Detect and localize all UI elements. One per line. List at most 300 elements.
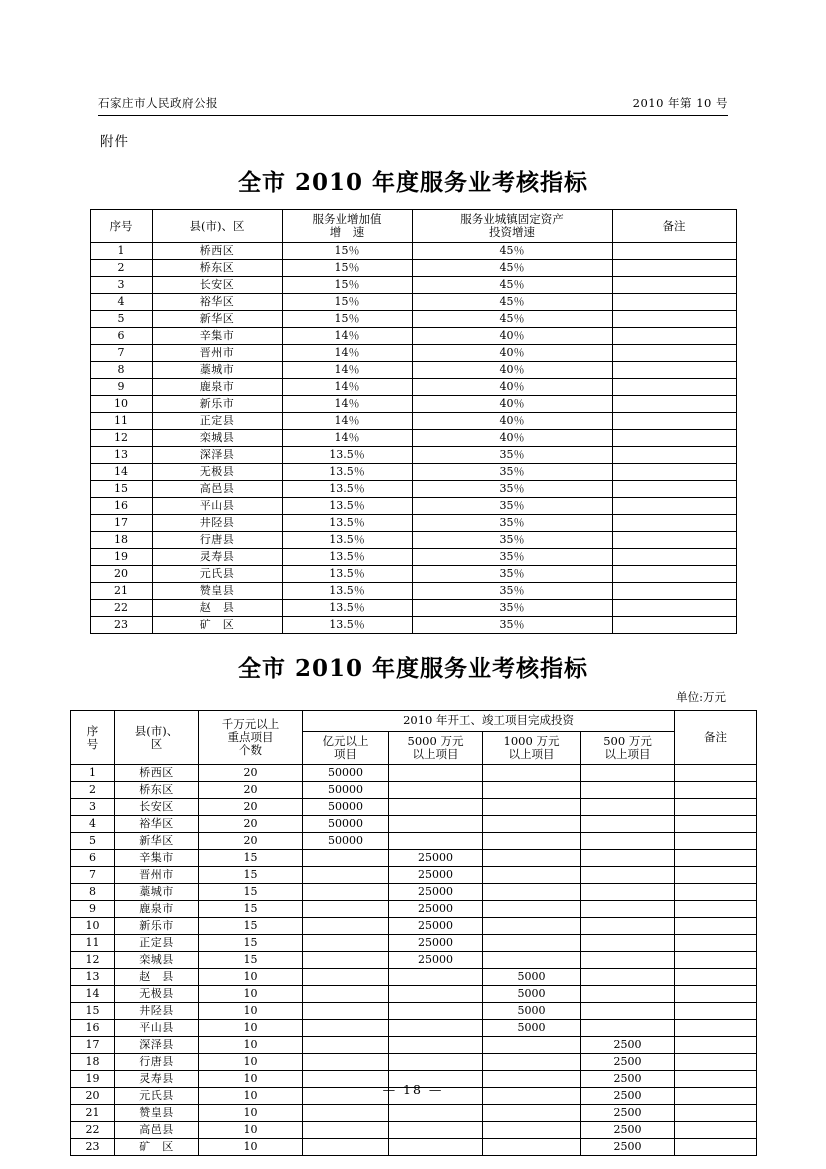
table2-col-no-line2: 号 [86, 736, 99, 751]
table-row [90, 396, 736, 413]
row-invest-500w [581, 969, 675, 986]
table-row [71, 1105, 757, 1122]
row-invest-1000w [483, 833, 581, 850]
row-no: 22 [71, 1122, 115, 1139]
row-note [612, 515, 736, 532]
row-area: 灵寿县 [152, 549, 282, 566]
row-growth: 14％ [282, 379, 412, 396]
row-area: 新乐市 [152, 396, 282, 413]
table1-body [90, 243, 736, 634]
row-invest: 45％ [412, 294, 612, 311]
row-key-projects: 15 [199, 901, 303, 918]
row-invest-5000w: 25000 [389, 935, 483, 952]
row-key-projects: 10 [199, 986, 303, 1003]
page-footer: — 18 — [382, 1082, 444, 1097]
row-key-projects: 15 [199, 867, 303, 884]
row-invest: 35％ [412, 498, 612, 515]
row-invest-1000w [483, 867, 581, 884]
table-row [90, 260, 736, 277]
row-invest-500w [581, 867, 675, 884]
row-key-projects: 15 [199, 918, 303, 935]
row-invest-5000w: 25000 [389, 901, 483, 918]
row-note [612, 294, 736, 311]
row-no: 11 [71, 935, 115, 952]
row-area: 辛集市 [152, 328, 282, 345]
row-invest: 40％ [412, 430, 612, 447]
row-invest-500w [581, 850, 675, 867]
table-row [90, 532, 736, 549]
row-area: 新华区 [152, 311, 282, 328]
row-invest-500w: 2500 [581, 1105, 675, 1122]
table2-title: 全市 2010 年度服务业考核指标 [237, 655, 589, 683]
row-note [612, 311, 736, 328]
row-invest: 40％ [412, 396, 612, 413]
row-no: 1 [71, 765, 115, 782]
table-row [90, 277, 736, 294]
row-invest-500w [581, 1003, 675, 1020]
row-invest: 35％ [412, 549, 612, 566]
row-area: 桥东区 [152, 260, 282, 277]
table-row [71, 884, 757, 901]
row-area: 矿 区 [115, 1139, 199, 1156]
row-key-projects: 20 [199, 765, 303, 782]
row-invest-1000w: 5000 [483, 986, 581, 1003]
row-no: 7 [90, 345, 152, 362]
row-invest-5000w [389, 1105, 483, 1122]
table1-col-growth-line2: 增 速 [329, 225, 365, 240]
table2-col-sub-500w [581, 731, 675, 764]
row-note [675, 884, 757, 901]
row-invest-5000w: 25000 [389, 850, 483, 867]
row-note [675, 799, 757, 816]
row-invest-5000w [389, 1037, 483, 1054]
table1-col-invest [412, 210, 612, 243]
row-invest: 35％ [412, 532, 612, 549]
row-area: 行唐县 [152, 532, 282, 549]
table1-title: 全市 2010 年度服务业考核指标 [237, 169, 589, 196]
row-no: 3 [90, 277, 152, 294]
row-no: 23 [90, 617, 152, 634]
row-growth: 15％ [282, 260, 412, 277]
row-invest-1000w [483, 782, 581, 799]
row-note [612, 549, 736, 566]
row-note [612, 243, 736, 260]
row-key-projects: 10 [199, 1122, 303, 1139]
row-note [612, 532, 736, 549]
table2-col-area-line1: 县(市)、 [134, 723, 179, 738]
row-area: 桥西区 [115, 765, 199, 782]
table2-col-key-line2: 重点项目 [227, 730, 274, 745]
row-area: 高邑县 [152, 481, 282, 498]
row-note [612, 447, 736, 464]
row-no: 17 [90, 515, 152, 532]
row-note [675, 1122, 757, 1139]
row-no: 20 [90, 566, 152, 583]
table-row [90, 447, 736, 464]
row-no: 3 [71, 799, 115, 816]
table-row [71, 1003, 757, 1020]
table1-col-growth [282, 210, 412, 243]
table2-col-sub2-line1: 5000 万元 [407, 733, 464, 748]
row-growth: 13.5％ [282, 515, 412, 532]
table2-col-group-investment: 2010 年开工、竣工项目完成投资 [303, 711, 675, 731]
row-no: 8 [71, 884, 115, 901]
row-invest-5000w [389, 816, 483, 833]
row-key-projects: 10 [199, 969, 303, 986]
row-invest-100m [303, 1037, 389, 1054]
row-key-projects: 20 [199, 799, 303, 816]
row-note [612, 464, 736, 481]
row-invest-500w [581, 901, 675, 918]
row-note [612, 430, 736, 447]
table2-unit-note: 单位:万元 [676, 690, 726, 705]
row-area: 平山县 [152, 498, 282, 515]
row-key-projects: 15 [199, 952, 303, 969]
row-no: 13 [71, 969, 115, 986]
attachment-label: 附件 [100, 134, 129, 150]
row-no: 2 [90, 260, 152, 277]
row-growth: 13.5％ [282, 481, 412, 498]
table2-col-sub1-line1: 亿元以上 [322, 733, 369, 748]
row-note [675, 765, 757, 782]
row-invest-5000w [389, 799, 483, 816]
row-no: 9 [71, 901, 115, 918]
row-invest-100m [303, 901, 389, 918]
row-invest-5000w [389, 765, 483, 782]
row-area: 赞皇县 [152, 583, 282, 600]
table-row [90, 515, 736, 532]
row-invest-5000w: 25000 [389, 918, 483, 935]
row-key-projects: 10 [199, 1037, 303, 1054]
row-invest-100m: 50000 [303, 765, 389, 782]
row-invest: 35％ [412, 481, 612, 498]
row-growth: 14％ [282, 328, 412, 345]
table-row [90, 481, 736, 498]
row-invest: 35％ [412, 464, 612, 481]
table-row [71, 850, 757, 867]
row-invest-100m [303, 986, 389, 1003]
row-area: 赞皇县 [115, 1105, 199, 1122]
row-invest-500w: 2500 [581, 1088, 675, 1105]
row-area: 正定县 [115, 935, 199, 952]
row-invest-5000w [389, 1054, 483, 1071]
row-invest-100m [303, 1105, 389, 1122]
table2-col-key-line1: 千万元以上 [221, 716, 280, 731]
table-row [90, 498, 736, 515]
table1-col-no: 序号 [90, 210, 152, 243]
table-row [90, 549, 736, 566]
table1-col-invest-line1: 服务业城镇固定资产 [460, 212, 564, 226]
row-invest-500w: 2500 [581, 1122, 675, 1139]
row-note [675, 986, 757, 1003]
table-row [90, 413, 736, 430]
row-invest-1000w [483, 850, 581, 867]
row-note [675, 867, 757, 884]
row-area: 栾城县 [115, 952, 199, 969]
row-area: 桥东区 [115, 782, 199, 799]
row-invest: 35％ [412, 600, 612, 617]
row-invest-100m [303, 1054, 389, 1071]
table-row [90, 294, 736, 311]
row-area: 裕华区 [115, 816, 199, 833]
row-invest-5000w [389, 833, 483, 850]
row-growth: 15％ [282, 243, 412, 260]
table-row [71, 935, 757, 952]
row-no: 5 [90, 311, 152, 328]
header-issue-number: 2010 年第 10 号 [632, 96, 728, 110]
row-note [612, 617, 736, 634]
row-no: 23 [71, 1139, 115, 1156]
row-invest-100m [303, 952, 389, 969]
row-invest: 40％ [412, 413, 612, 430]
row-invest-100m [303, 884, 389, 901]
row-invest: 40％ [412, 328, 612, 345]
row-area: 鹿泉市 [152, 379, 282, 396]
row-invest-5000w [389, 1139, 483, 1156]
row-invest-100m [303, 918, 389, 935]
row-note [675, 1037, 757, 1054]
row-invest-5000w [389, 969, 483, 986]
row-area: 鹿泉市 [115, 901, 199, 918]
row-invest-5000w: 25000 [389, 884, 483, 901]
row-invest-500w: 2500 [581, 1037, 675, 1054]
row-invest-5000w: 25000 [389, 952, 483, 969]
row-area: 辛集市 [115, 850, 199, 867]
table-row [71, 799, 757, 816]
row-note [612, 379, 736, 396]
row-growth: 15％ [282, 311, 412, 328]
row-area: 深泽县 [115, 1037, 199, 1054]
table-row [90, 243, 736, 260]
row-invest-500w [581, 1020, 675, 1037]
row-invest-500w [581, 816, 675, 833]
row-area: 赵 县 [152, 600, 282, 617]
row-invest: 35％ [412, 617, 612, 634]
row-note [612, 362, 736, 379]
row-no: 6 [90, 328, 152, 345]
table-row [71, 952, 757, 969]
row-note [612, 481, 736, 498]
row-note [612, 328, 736, 345]
row-no: 18 [90, 532, 152, 549]
row-note [612, 396, 736, 413]
row-area: 高邑县 [115, 1122, 199, 1139]
row-key-projects: 15 [199, 884, 303, 901]
row-area: 栾城县 [152, 430, 282, 447]
row-growth: 13.5％ [282, 464, 412, 481]
row-no: 19 [71, 1071, 115, 1088]
row-note [675, 1105, 757, 1122]
table2-col-sub4-line1: 500 万元 [603, 733, 652, 748]
row-key-projects: 10 [199, 1054, 303, 1071]
row-invest-1000w: 5000 [483, 969, 581, 986]
table-row [71, 816, 757, 833]
row-area: 无极县 [115, 986, 199, 1003]
row-invest-500w [581, 782, 675, 799]
row-invest: 45％ [412, 260, 612, 277]
row-invest: 40％ [412, 379, 612, 396]
table1-col-note: 备注 [612, 210, 736, 243]
row-growth: 13.5％ [282, 617, 412, 634]
row-note [675, 816, 757, 833]
row-invest: 45％ [412, 277, 612, 294]
row-no: 7 [71, 867, 115, 884]
row-no: 15 [90, 481, 152, 498]
row-area: 长安区 [152, 277, 282, 294]
table2-col-sub-100m [303, 731, 389, 764]
table-row [71, 867, 757, 884]
row-area: 元氏县 [152, 566, 282, 583]
row-note [612, 260, 736, 277]
table-row [71, 765, 757, 782]
table-row [90, 464, 736, 481]
table2-col-sub1-line2: 项目 [334, 746, 357, 761]
row-growth: 14％ [282, 396, 412, 413]
row-invest-500w [581, 765, 675, 782]
row-note [612, 277, 736, 294]
table-row [71, 1139, 757, 1156]
row-area: 矿 区 [152, 617, 282, 634]
row-key-projects: 10 [199, 1003, 303, 1020]
table-row [71, 986, 757, 1003]
row-growth: 13.5％ [282, 583, 412, 600]
row-invest: 35％ [412, 566, 612, 583]
row-no: 4 [90, 294, 152, 311]
row-no: 10 [71, 918, 115, 935]
row-area: 无极县 [152, 464, 282, 481]
row-no: 12 [71, 952, 115, 969]
row-invest-1000w [483, 1105, 581, 1122]
row-invest-100m: 50000 [303, 816, 389, 833]
table-row [90, 362, 736, 379]
row-area: 井陉县 [115, 1003, 199, 1020]
row-area: 晋州市 [152, 345, 282, 362]
row-key-projects: 20 [199, 833, 303, 850]
row-invest-100m [303, 935, 389, 952]
row-invest: 40％ [412, 345, 612, 362]
table-row [90, 345, 736, 362]
row-invest-1000w [483, 901, 581, 918]
row-area: 正定县 [152, 413, 282, 430]
row-no: 5 [71, 833, 115, 850]
row-invest: 45％ [412, 243, 612, 260]
table-row [90, 583, 736, 600]
row-invest-100m [303, 969, 389, 986]
table-row [71, 1054, 757, 1071]
row-note [675, 952, 757, 969]
row-invest-100m [303, 1122, 389, 1139]
row-invest-100m [303, 1020, 389, 1037]
row-invest-5000w [389, 1003, 483, 1020]
row-invest-1000w: 5000 [483, 1003, 581, 1020]
row-no: 4 [71, 816, 115, 833]
table2-col-sub-5000w [389, 731, 483, 764]
row-invest-1000w [483, 935, 581, 952]
row-note [675, 901, 757, 918]
row-invest-100m: 50000 [303, 833, 389, 850]
row-note [675, 918, 757, 935]
row-note [675, 1020, 757, 1037]
row-note [675, 1054, 757, 1071]
row-key-projects: 10 [199, 1088, 303, 1105]
row-invest-1000w [483, 884, 581, 901]
row-area: 行唐县 [115, 1054, 199, 1071]
row-invest-100m: 50000 [303, 782, 389, 799]
row-invest-100m [303, 1003, 389, 1020]
row-growth: 15％ [282, 277, 412, 294]
row-invest-500w [581, 833, 675, 850]
row-invest-500w [581, 986, 675, 1003]
row-no: 12 [90, 430, 152, 447]
row-growth: 14％ [282, 413, 412, 430]
row-note [675, 969, 757, 986]
row-no: 20 [71, 1088, 115, 1105]
row-key-projects: 10 [199, 1020, 303, 1037]
table2-col-sub-1000w [483, 731, 581, 764]
row-no: 17 [71, 1037, 115, 1054]
row-growth: 13.5％ [282, 566, 412, 583]
table2-col-area [115, 711, 199, 765]
row-invest-500w [581, 884, 675, 901]
row-no: 16 [71, 1020, 115, 1037]
row-invest-1000w: 5000 [483, 1020, 581, 1037]
page-header [98, 95, 728, 116]
row-note [612, 566, 736, 583]
table1-col-invest-line2: 投资增速 [489, 225, 535, 240]
row-growth: 15％ [282, 294, 412, 311]
row-growth: 13.5％ [282, 498, 412, 515]
service-industry-assessment-table-1 [90, 209, 737, 634]
table2-col-key-projects [199, 711, 303, 765]
table1-header-row [90, 210, 736, 243]
row-invest-500w: 2500 [581, 1071, 675, 1088]
table-row [71, 901, 757, 918]
row-growth: 13.5％ [282, 600, 412, 617]
table-row [90, 430, 736, 447]
row-no: 9 [90, 379, 152, 396]
row-invest: 35％ [412, 515, 612, 532]
row-key-projects: 10 [199, 1071, 303, 1088]
row-invest-500w: 2500 [581, 1139, 675, 1156]
table-row [90, 600, 736, 617]
header-publication-name: 石家庄市人民政府公报 [98, 96, 218, 110]
row-note [612, 413, 736, 430]
table1-col-area: 县(市)、区 [152, 210, 282, 243]
row-area: 新乐市 [115, 918, 199, 935]
row-key-projects: 10 [199, 1105, 303, 1122]
row-invest-1000w [483, 799, 581, 816]
row-invest-1000w [483, 1054, 581, 1071]
row-note [675, 935, 757, 952]
table-row [71, 1037, 757, 1054]
row-invest-1000w [483, 1037, 581, 1054]
row-invest-5000w [389, 986, 483, 1003]
table-row [90, 379, 736, 396]
table-row [71, 833, 757, 850]
row-invest-500w: 2500 [581, 1054, 675, 1071]
table2-col-sub3-line1: 1000 万元 [503, 733, 560, 748]
row-area: 新华区 [115, 833, 199, 850]
row-growth: 13.5％ [282, 532, 412, 549]
row-no: 2 [71, 782, 115, 799]
row-no: 19 [90, 549, 152, 566]
row-no: 22 [90, 600, 152, 617]
row-invest-500w [581, 918, 675, 935]
table-row [90, 328, 736, 345]
row-key-projects: 10 [199, 1139, 303, 1156]
row-invest-1000w [483, 816, 581, 833]
row-key-projects: 15 [199, 850, 303, 867]
